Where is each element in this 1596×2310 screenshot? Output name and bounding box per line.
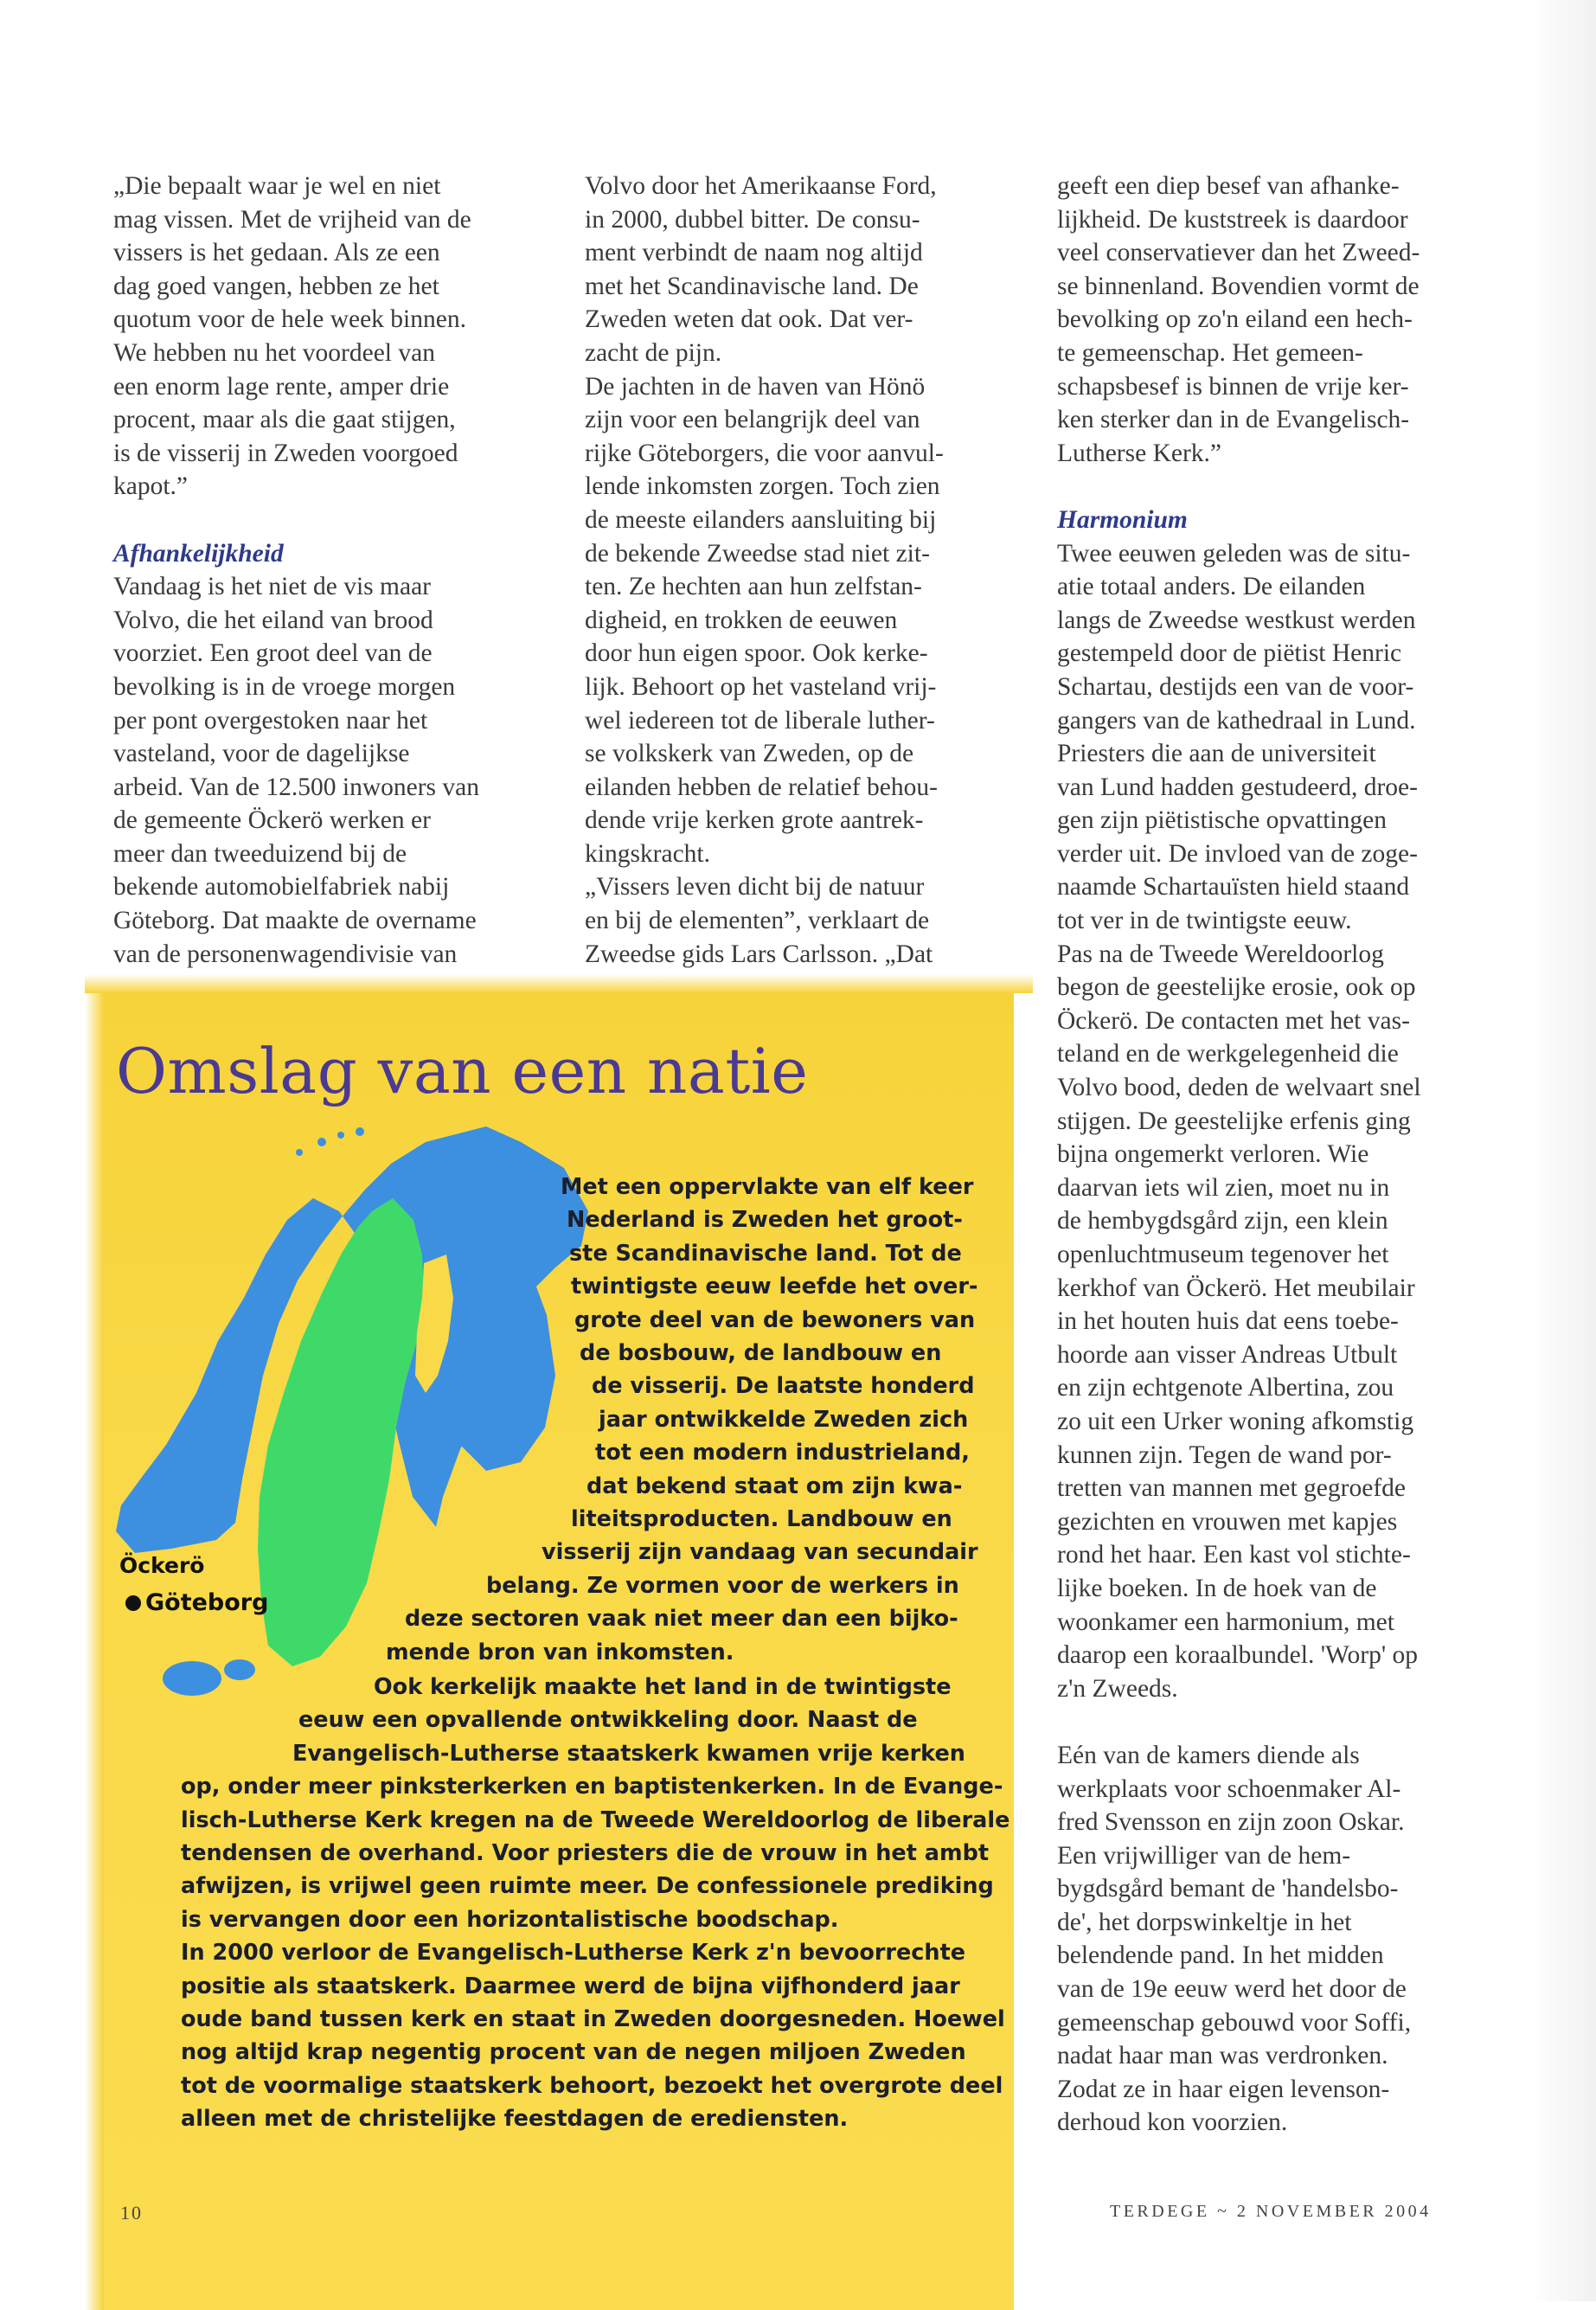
text-line: ste Scandinavische land. Tot de [569,1240,962,1267]
text-line: tot een modern industrieland, [595,1440,970,1466]
text-line: kerkhof van Öckerö. Het meubilair [1057,1274,1415,1302]
text-line: Evangelisch-Lutherse staatskerk kwamen vrije kerken [292,1740,965,1767]
text-line: gangers van de kathedraal in Lund. [1057,706,1416,735]
text-line: mende bron van inkomsten. [386,1639,734,1665]
text-line: belendende pand. In het midden [1057,1941,1384,1970]
text-line: We hebben nu het voordeel van [113,338,435,367]
infobox-text-lower [0,1671,1021,2136]
text-line: gestempeld door de piëtist Henric [1057,639,1402,668]
page-number: 10 [120,2202,143,2223]
text-line: te gemeenschap. Het gemeen- [1057,338,1363,367]
subheading-afhankelijkheid: Afhankelijkheid [113,539,284,568]
col2-paragraph-3 [585,870,1000,971]
text-line: twintigste eeuw leefde het over- [571,1274,978,1300]
text-line: de meeste eilanders aansluiting bij [585,505,937,534]
text-line: De jachten in de haven van Hönö [585,372,926,401]
text-line: Volvo, die het eiland van brood [113,606,433,634]
map-label-goteborg: Göteborg [145,1589,269,1616]
text-line: nadat haar man was verdronken. [1057,2042,1388,2070]
text-line: vasteland, voor de dagelijkse [113,740,410,768]
text-line: lisch-Lutherse Kerk kregen na de Tweede Wereldoorlog de liberale [181,1806,1010,1833]
text-line: bevolking is in de vroege morgen [113,672,456,701]
text-line: dat bekend staat om zijn kwa- [586,1473,963,1499]
text-line: Een vrijwilliger van de hem- [1057,1841,1351,1870]
text-line: afwijzen, is vrijwel geen ruimte meer. De confessionele prediking [181,1873,994,1900]
text-line: procent, maar als die gaat stijgen, [113,406,456,434]
text-line: de visserij. De laatste honderd [592,1373,975,1400]
text-line: naamde Schartauïsten hield staand [1057,873,1410,902]
text-line: daarvan iets wil zien, moet nu in [1057,1173,1390,1202]
text-line: voorziet. Een groot deel van de [113,639,433,668]
text-line: rond het haar. Een kast vol stichte- [1057,1541,1411,1569]
text-line: tretten van mannen met gegroefde [1057,1474,1406,1503]
text-line: in het houten huis dat eens toebe- [1057,1307,1399,1336]
text-line: Ook kerkelijk maakte het land in de twintigste [374,1674,952,1700]
text-line: nog altijd krap negentig procent van de negen miljoen Zweden [181,2039,966,2066]
text-line: ment verbindt de naam nog altijd [585,239,923,267]
text-line: kingskracht. [585,839,711,868]
article-column-3 [1057,170,1490,2140]
text-line: teland en de werkgelegenheid die [1057,1040,1399,1068]
text-line: arbeid. Van de 12.500 inwoners van [113,773,480,801]
text-line: de bosbouw, de landbouw en [580,1340,942,1367]
text-line: bekende automobielfabriek nabij [113,873,450,902]
text-line: belang. Ze vormen voor de werkers in [486,1572,959,1599]
text-line: digheid, en trokken de eeuwen [585,606,898,634]
text-line: bevolking op zo'n eiland een hech- [1057,305,1413,334]
text-line: lijk. Behoort op het vasteland vrij- [585,672,937,701]
text-line: „Vissers leven dicht bij de natuur [585,873,925,902]
map-island [296,1149,303,1156]
text-line: positie als staatskerk. Daarmee werd de bijna vijfhonderd jaar [181,1973,960,1999]
text-line: Met een oppervlakte van elf keer [561,1174,974,1200]
text-line: daarop een koraalbundel. 'Worp' op [1057,1641,1419,1670]
text-line: de gemeente Öckerö werken er [113,806,431,835]
col3-paragraph-3 [1057,938,1490,1706]
text-line: In 2000 verloor de Evangelisch-Lutherse Kerk z'n bevoorrechte [181,1940,966,1967]
text-line: se volkskerk van Zweden, op de [585,740,914,768]
text-line: de bekende Zweedse stad niet zit- [585,539,930,568]
subheading-harmonium: Harmonium [1057,505,1188,534]
text-line: is vervangen door een horizontalistische boodschap. [181,1906,839,1933]
text-line: Nederland is Zweden het groot- [567,1207,963,1234]
text-line: rijke Göteborgers, die voor aanvul- [585,439,944,467]
text-line: van de personenwagendivisie van [113,940,458,968]
text-line: jaar ontwikkelde Zweden zich [599,1406,969,1433]
map-island [337,1132,344,1139]
text-line: door hun eigen spoor. Ook kerke- [585,639,928,668]
map-island [356,1127,364,1136]
text-line: van Lund hadden gestudeerd, droe- [1057,773,1418,801]
infobox-text-upper [0,1171,1021,1669]
text-line: Zodat ze in haar eigen levenson- [1057,2075,1390,2103]
col1-paragraph-1 [113,170,563,504]
text-line: dag goed vangen, hebben ze het [113,272,439,300]
text-line: de hembygdsgård zijn, een klein [1057,1207,1388,1235]
text-line: wel iedereen tot de liberale luther- [585,706,935,735]
text-line: alleen met de christelijke feestdagen de erediensten. [181,2106,849,2133]
text-line: z'n Zweeds. [1057,1674,1178,1703]
text-line: is de visserij in Zweden voorgoed [113,439,458,467]
text-line: vissers is het gedaan. Als ze een [113,239,440,267]
text-line: kapot.” [113,472,189,501]
text-line: deze sectoren vaak niet meer dan een bijko- [405,1606,958,1633]
text-line: bijna ongemerkt verloren. Wie [1057,1140,1369,1169]
text-line: tendensen de overhand. Voor priesters die de vrouw in het ambt [181,1840,990,1867]
text-line: bygdsgård bemant de 'handelsbo- [1057,1875,1399,1903]
text-line: eeuw een opvallende ontwikkeling door. Naast de [298,1707,918,1734]
text-line: lijkheid. De kuststreek is daardoor [1057,205,1408,234]
col3-paragraph-2 [1057,537,1490,938]
text-line: met het Scandinavische land. De [585,272,919,300]
text-line: ken sterker dan in de Evangelisch- [1057,406,1410,434]
text-line: een enorm lage rente, amper drie [113,372,450,401]
text-line: begon de geestelijke erosie, ook op [1057,973,1416,1002]
text-line: Twee eeuwen geleden was de situ- [1057,539,1411,568]
text-line: Volvo bood, deden de welvaart snel [1057,1074,1421,1102]
text-line: zijn voor een belangrijk deel van [585,406,920,434]
text-line: gen zijn piëtistische opvattingen [1057,806,1387,835]
text-line: tot ver in de twintigste eeuw. [1057,907,1352,935]
text-line: werkplaats voor schoenmaker Al- [1057,1774,1401,1803]
text-line: schapsbesef is binnen de vrije ker- [1057,372,1409,401]
text-line: per pont overgestoken naar het [113,706,428,735]
col3-paragraph-1 [1057,170,1490,470]
text-line: openluchtmuseum tegenover het [1057,1241,1389,1268]
text-line: op, onder meer pinksterkerken en baptistenkerken. In de Evange- [181,1774,1003,1800]
text-line: Vandaag is het niet de vis maar [113,573,431,601]
infobox-fringe-top [85,974,1033,993]
text-line: Volvo door het Amerikaanse Ford, [585,172,937,200]
text-line: veel conservatiever dan het Zweed- [1057,239,1420,267]
page-edge-shadow [1529,0,1596,2301]
text-line: quotum voor de hele week binnen. [113,305,466,334]
text-line: fred Svensson en zijn zoon Oskar. [1057,1808,1405,1837]
text-line: hoorde aan visser Andreas Utbult [1057,1340,1398,1369]
article-column-1 [113,170,563,971]
text-line: dende vrije kerken grote aantrek- [585,806,924,835]
text-line: tot de voormalige staatskerk behoort, bezoekt het overgrote deel [181,2072,1003,2099]
text-line: gezichten en vrouwen met kapjes [1057,1507,1398,1536]
map-label-ockero: Öckerö [119,1553,205,1578]
col3-paragraph-4 [1057,1739,1490,2140]
text-line: kunnen zijn. Tegen de wand por- [1057,1441,1392,1469]
text-line: de', het dorpswinkeltje in het [1057,1908,1352,1936]
text-line: ten. Ze hechten aan hun zelfstan- [585,573,922,601]
text-line: verder uit. De invloed van de zoge- [1057,839,1418,868]
text-line: in 2000, dubbel bitter. De consu- [585,205,920,234]
text-line: mag vissen. Met de vrijheid van de [113,205,471,234]
text-line: se binnenland. Bovendien vormt de [1057,272,1420,300]
text-line: derhoud kon voorzien. [1057,2108,1288,2137]
text-line: grote deel van de bewoners van [574,1306,976,1333]
text-line: geeft een diep besef van afhanke- [1057,172,1400,200]
map-island [317,1138,326,1146]
text-line: gemeenschap gebouwd voor Soffi, [1057,2008,1412,2037]
text-line: Eén van de kamers diende als [1057,1741,1360,1769]
col2-paragraph-1 [585,170,1000,370]
text-line: liteitsproducten. Landbouw en [571,1506,952,1533]
text-line: oude band tussen kerk en staat in Zweden doorgesneden. Hoewel [181,2006,1005,2033]
article-column-2 [585,170,1000,971]
text-line: en bij de elementen”, verklaart de [585,907,930,935]
text-line: lende inkomsten zorgen. Toch zien [585,472,940,501]
text-line: Pas na de Tweede Wereldoorlog [1057,940,1384,968]
text-line: lijke boeken. In de hoek van de [1057,1574,1377,1602]
text-line: zacht de pijn. [585,338,722,367]
running-footer: TERDEGE ~ 2 NOVEMBER 2004 [1110,2202,1432,2221]
text-line: eilanden hebben de relatief behou- [585,773,938,801]
text-line: „Die bepaalt waar je wel en niet [113,172,441,200]
infobox-title: Omslag van een natie [116,1035,809,1107]
col2-paragraph-2 [585,370,1000,871]
text-line: Göteborg. Dat maakte de overname [113,907,477,935]
text-line: Schartau, destijds een van de voor- [1057,672,1414,701]
text-line: Zweden weten dat ook. Dat ver- [585,305,913,334]
text-line: zo uit een Urker woning afkomstig [1057,1407,1414,1435]
text-line: Öckerö. De contacten met het vas- [1057,1006,1410,1035]
text-line: woonkamer een harmonium, met [1057,1607,1394,1636]
text-line: Zweedse gids Lars Carlsson. „Dat [585,940,933,968]
col1-paragraph-2 [113,570,563,971]
text-line: en zijn echtgenote Albertina, zou [1057,1374,1394,1402]
text-line: meer dan tweeduizend bij de [113,839,407,868]
text-line: van de 19e eeuw werd het door de [1057,1975,1407,2004]
text-line: atie totaal anders. De eilanden [1057,573,1366,601]
text-line: stijgen. De geestelijke erfenis ging [1057,1107,1411,1135]
text-line: visserij zijn vandaag van secundair [542,1539,978,1566]
text-line: Lutherse Kerk.” [1057,439,1222,467]
text-line: Priesters die aan de universiteit [1057,740,1376,768]
text-line: langs de Zweedse westkust werden [1057,606,1416,634]
